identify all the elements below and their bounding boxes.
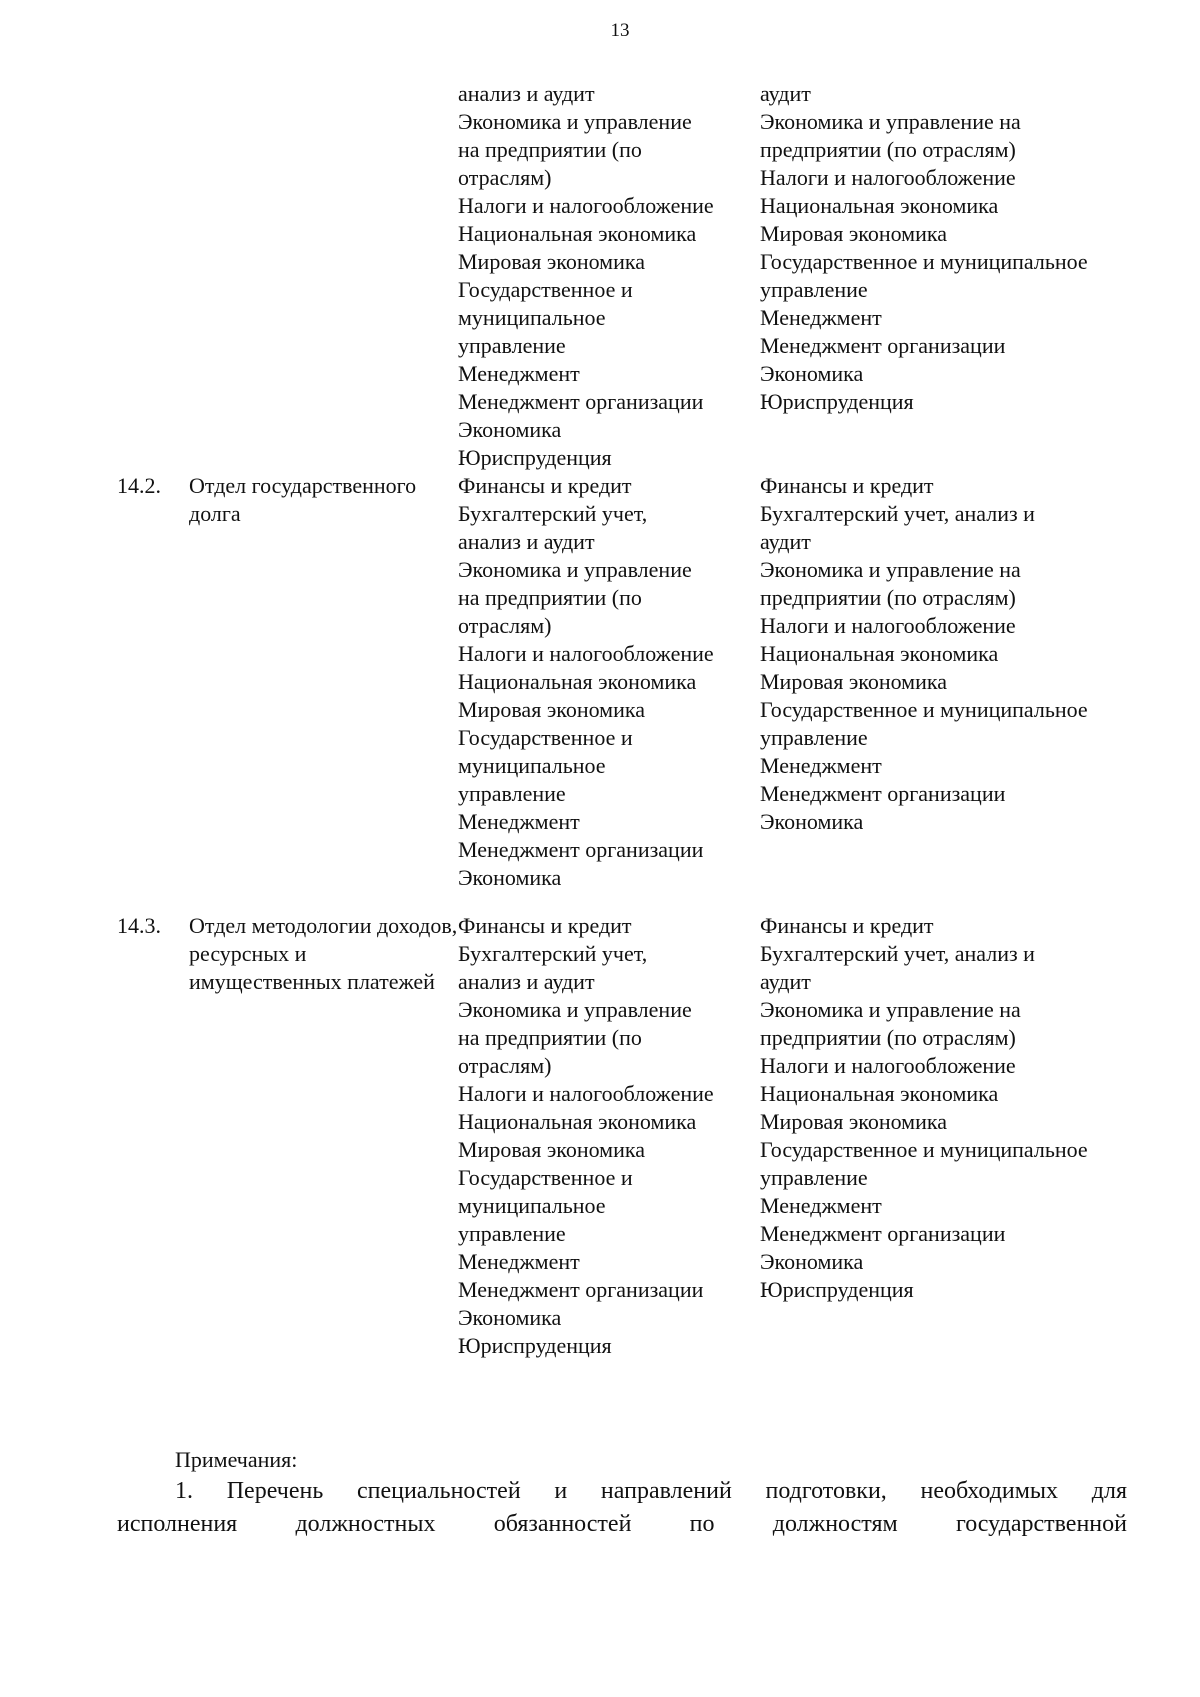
specialty-item: отраслям) [458,1053,552,1078]
specialty-item: предприятии (по отраслям) [760,1025,1016,1050]
row-number: 14.3. [117,913,161,938]
specialties-list-left [458,80,758,472]
specialty-item: анализ и аудит [458,969,595,994]
specialty-item: Экономика и управление [458,557,692,582]
specialty-item: Национальная экономика [458,1109,697,1134]
specialties-list-left [458,472,758,892]
specialty-item: Менеджмент [458,809,580,834]
specialty-item: Государственное и муниципальное [760,1137,1088,1162]
specialty-item: Экономика и управление [458,109,692,134]
specialty-item: Экономика [458,417,562,442]
specialty-item: предприятии (по отраслям) [760,137,1016,162]
specialty-item: Мировая экономика [760,669,947,694]
specialty-item: Налоги и налогообложение [458,1081,714,1106]
specialty-item: Менеджмент [760,1193,882,1218]
specialty-item: Национальная экономика [760,1081,999,1106]
table-row [0,80,1200,472]
department-name: Отдел методологии доходов, ресурсных и имущественных платежей [189,913,458,994]
specialty-item: на предприятии (по [458,1025,642,1050]
specialty-item: аудит [760,969,811,994]
specialty-item: Бухгалтерский учет, анализ и [760,941,1035,966]
page-number: 13 [610,20,630,41]
specialty-item: Менеджмент организации [458,1277,704,1302]
specialty-item: Государственное и [458,1165,633,1190]
specialty-item: отраслям) [458,165,552,190]
specialty-item: Экономика и управление на [760,109,1021,134]
specialty-item: Юриспруденция [760,1277,914,1302]
specialty-item: управление [458,1221,566,1246]
specialty-item: Экономика и управление на [760,557,1021,582]
specialty-item: Юриспруденция [760,389,914,414]
specialty-item: Бухгалтерский учет, [458,941,648,966]
specialty-item: Менеджмент [458,361,580,386]
specialty-item: Национальная экономика [760,193,999,218]
specialty-item: Налоги и налогообложение [760,165,1016,190]
specialty-item: Менеджмент [760,305,882,330]
specialty-item: Мировая экономика [458,1137,645,1162]
specialty-item: Юриспруденция [458,1333,612,1358]
specialty-item: Менеджмент организации [760,1221,1006,1246]
specialty-item: Менеджмент [458,1249,580,1274]
specialty-item: Бухгалтерский учет, [458,501,648,526]
specialty-item: Налоги и налогообложение [458,193,714,218]
specialty-item: Юриспруденция [458,445,612,470]
specialties-list-right [760,472,1180,836]
specialties-list-right [760,80,1180,416]
specialty-item: Менеджмент организации [760,781,1006,806]
specialty-item: Менеджмент организации [458,389,704,414]
notes-section [117,1445,1127,1541]
specialty-item: отраслям) [458,613,552,638]
specialty-item: Финансы и кредит [458,473,632,498]
specialties-list-right [760,912,1180,1304]
notes-title: Примечания: [175,1447,298,1472]
specialties-list-left [458,912,758,1360]
specialty-item: Экономика [458,1305,562,1330]
specialty-item: Мировая экономика [458,697,645,722]
specialty-item: управление [760,725,868,750]
specialty-item: аудит [760,81,811,106]
specialty-item: на предприятии (по [458,585,642,610]
specialty-item: Менеджмент организации [458,837,704,862]
note-line: исполнения должностных обязанностей по должностям государственной [117,1511,1127,1537]
specialty-item: Менеджмент [760,753,882,778]
specialty-item: Национальная экономика [458,221,697,246]
table-row [0,472,1200,912]
specialty-item: Налоги и налогообложение [458,641,714,666]
specialty-item: муниципальное [458,1193,606,1218]
specialty-item: Экономика и управление [458,997,692,1022]
specialty-item: Финансы и кредит [760,913,934,938]
specialty-item: анализ и аудит [458,81,595,106]
note-item [117,1475,1127,1541]
specialty-item: Национальная экономика [760,641,999,666]
specialty-item: Мировая экономика [760,221,947,246]
specialty-item: управление [760,1165,868,1190]
specialties-table [0,80,1200,1372]
specialty-item: Мировая экономика [760,1109,947,1134]
specialty-item: Бухгалтерский учет, анализ и [760,501,1035,526]
specialty-item: Экономика и управление на [760,997,1021,1022]
specialty-item: Государственное и [458,277,633,302]
note-line: 1. Перечень специальностей и направлений подготовки, необходимых для [175,1478,1127,1504]
specialty-item: Экономика [458,865,562,890]
specialty-item: Государственное и муниципальное [760,697,1088,722]
specialty-item: Экономика [760,809,864,834]
specialty-item: Мировая экономика [458,249,645,274]
specialty-item: Национальная экономика [458,669,697,694]
table-row [0,912,1200,1372]
specialty-item: муниципальное [458,305,606,330]
specialty-item: Экономика [760,1249,864,1274]
specialty-item: Экономика [760,361,864,386]
specialty-item: аудит [760,529,811,554]
row-number: 14.2. [117,473,161,498]
specialty-item: Государственное и [458,725,633,750]
specialty-item: Финансы и кредит [760,473,934,498]
specialty-item: Государственное и муниципальное [760,249,1088,274]
specialty-item: управление [458,781,566,806]
department-name: Отдел государственного долга [189,473,417,526]
specialty-item: муниципальное [458,753,606,778]
specialty-item: Менеджмент организации [760,333,1006,358]
specialty-item: управление [458,333,566,358]
specialty-item: анализ и аудит [458,529,595,554]
specialty-item: предприятии (по отраслям) [760,585,1016,610]
specialty-item: Налоги и налогообложение [760,613,1016,638]
specialty-item: на предприятии (по [458,137,642,162]
specialty-item: Налоги и налогообложение [760,1053,1016,1078]
specialty-item: Финансы и кредит [458,913,632,938]
specialty-item: управление [760,277,868,302]
